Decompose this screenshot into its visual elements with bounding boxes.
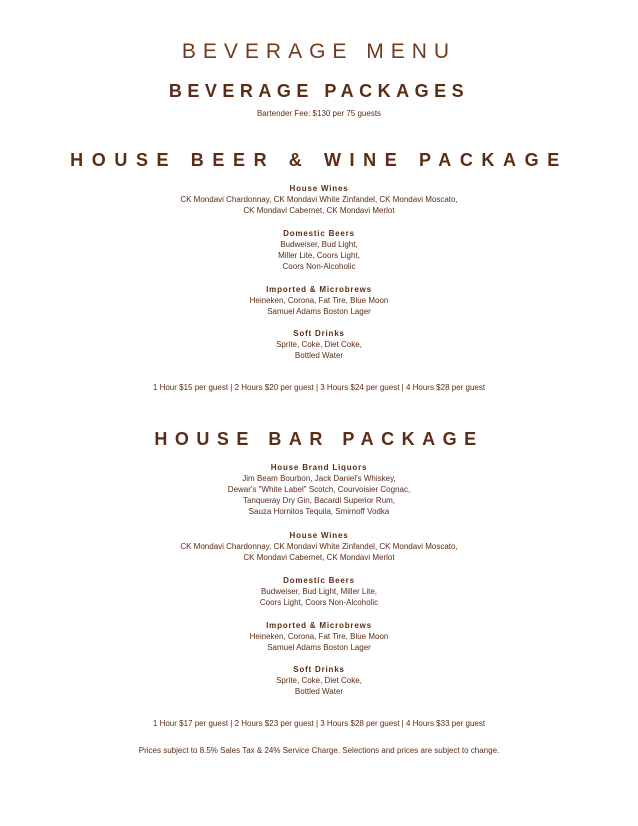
section-line: Sprite, Coke, Diet Coke, <box>276 340 362 349</box>
pricing-bar: 1 Hour $17 per guest | 2 Hours $23 per guest | 3 Hours $28 per guest | 4 Hours $33 per guest <box>152 719 486 728</box>
section-line: Sprite, Coke, Diet Coke, <box>276 676 362 685</box>
section-line: Bottled Water <box>294 351 344 360</box>
menu-section <box>0 530 638 563</box>
section-line: Samuel Adams Boston Lager <box>267 307 371 316</box>
bartender-fee: Bartender Fee: $130 per 75 guests <box>256 109 382 118</box>
section-line: Dewar's "White Label" Scotch, Courvoisier Cognac, <box>227 485 411 494</box>
section-line: Sauza Hornitos Tequila, Smirnoff Vodka <box>248 507 390 516</box>
menu-section <box>0 228 638 272</box>
menu-section <box>0 462 638 517</box>
section-line: CK Mondavi Cabernet, CK Mondavi Merlot <box>243 206 395 215</box>
section-heading: House Wines <box>289 184 349 193</box>
menu-section <box>0 620 638 653</box>
section-heading: Imported & Microbrews <box>266 285 372 294</box>
section-line: Bottled Water <box>294 687 344 696</box>
package-title-bar: HOUSE BAR PACKAGE <box>154 429 484 449</box>
section-heading: House Brand Liquors <box>270 463 368 472</box>
section-line: CK Mondavi Cabernet, CK Mondavi Merlot <box>243 553 395 562</box>
package-title-beer-wine: HOUSE BEER & WINE PACKAGE <box>70 150 568 170</box>
section-heading: House Wines <box>289 531 349 540</box>
section-line: Budweiser, Bud Light, <box>280 240 358 249</box>
page-title: BEVERAGE MENU <box>181 40 457 63</box>
section-line: Heineken, Corona, Fat Tire, Blue Moon <box>249 632 389 641</box>
section-line: Jim Beam Bourbon, Jack Daniel's Whiskey, <box>242 474 396 483</box>
section-line: Coors Light, Coors Non-Alcoholic <box>259 598 379 607</box>
packages-heading: BEVERAGE PACKAGES <box>168 81 470 101</box>
section-heading: Imported & Microbrews <box>266 621 372 630</box>
section-heading: Soft Drinks <box>293 329 345 338</box>
menu-section <box>0 664 638 697</box>
menu-section <box>0 183 638 216</box>
menu-section <box>0 284 638 317</box>
menu-section <box>0 575 638 608</box>
section-heading: Domestic Beers <box>283 229 355 238</box>
price-disclaimer: Prices subject to 8.5% Sales Tax & 24% Service Charge. Selections and prices are subject to change. <box>138 746 500 755</box>
section-line: CK Mondavi Chardonnay, CK Mondavi White Zinfandel, CK Mondavi Moscato, <box>180 542 458 551</box>
section-line: Tanqueray Dry Gin, Bacardi Superior Rum, <box>242 496 396 505</box>
section-heading: Domestic Beers <box>283 576 355 585</box>
section-line: Coors Non-Alcoholic <box>282 262 356 271</box>
pricing-beer-wine: 1 Hour $15 per guest | 2 Hours $20 per guest | 3 Hours $24 per guest | 4 Hours $28 per guest <box>152 383 486 392</box>
section-line: Budweiser, Bud Light, Miller Lite, <box>260 587 378 596</box>
section-line: Miller Lite, Coors Light, <box>278 251 360 260</box>
section-heading: Soft Drinks <box>293 665 345 674</box>
section-line: CK Mondavi Chardonnay, CK Mondavi White Zinfandel, CK Mondavi Moscato, <box>180 195 458 204</box>
section-line: Heineken, Corona, Fat Tire, Blue Moon <box>249 296 389 305</box>
menu-section <box>0 328 638 361</box>
section-line: Samuel Adams Boston Lager <box>267 643 371 652</box>
